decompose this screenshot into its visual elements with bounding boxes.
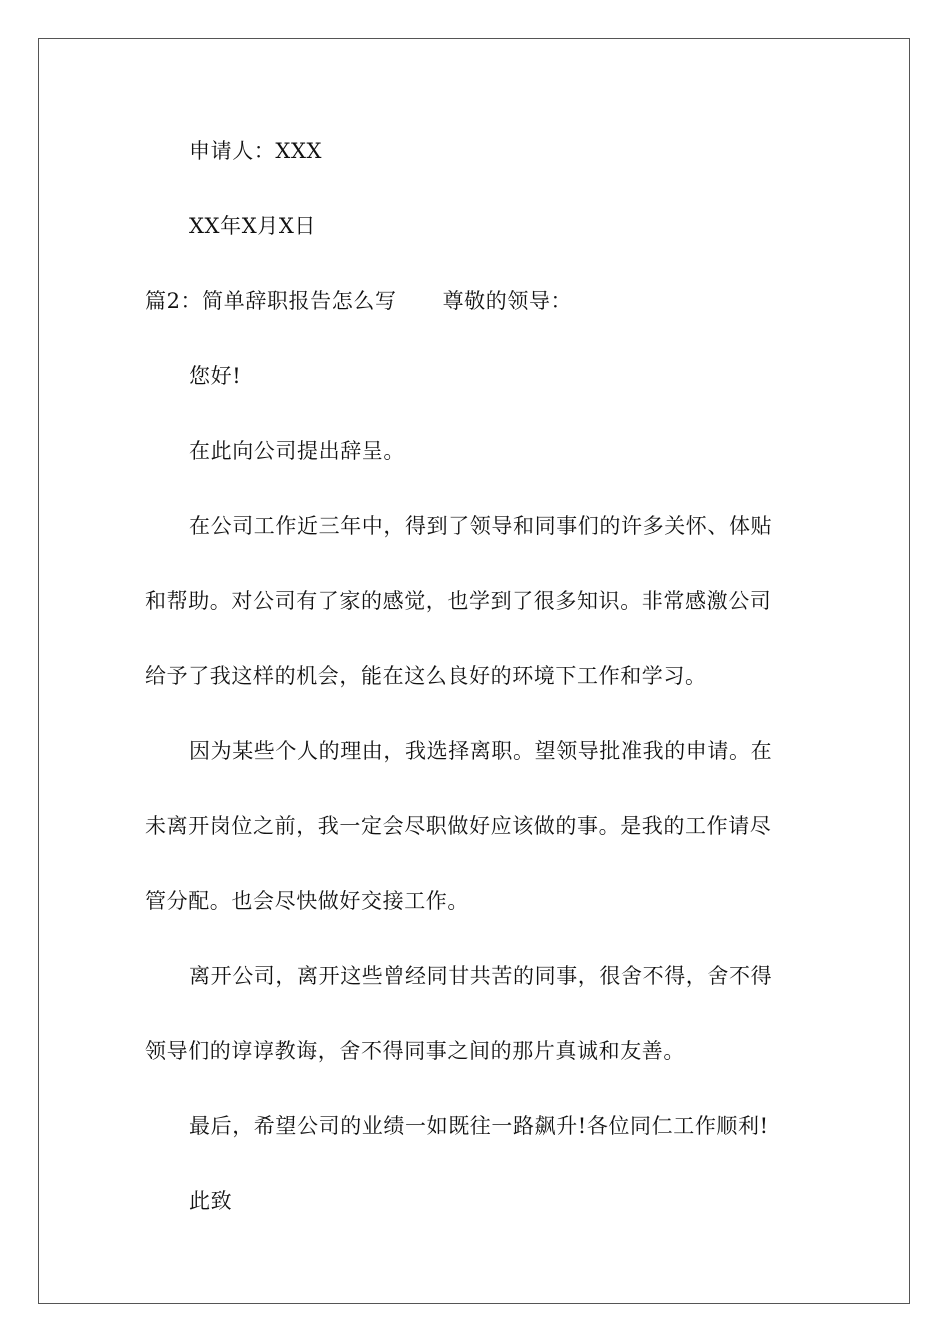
paragraph-line: 和帮助。对公司有了家的感觉，也学到了很多知识。非常感激公司 [145,589,772,613]
paragraph-line: 给予了我这样的机会，能在这么良好的环境下工作和学习。 [145,664,707,688]
closing-line: 此致 [189,1189,233,1213]
greeting: 您好! [189,364,242,388]
paragraph-line: 在公司工作近三年中，得到了领导和同事们的许多关怀、体贴 [189,514,773,538]
paragraph-line: 管分配。也会尽快做好交接工作。 [145,889,469,913]
paragraph-line: 未离开岗位之前，我一定会尽职做好应该做的事。是我的工作请尽 [145,814,772,838]
paragraph-line: 领导们的谆谆教诲，舍不得同事之间的那片真诚和友善。 [145,1039,685,1063]
paragraph-line: 离开公司，离开这些曾经同甘共苦的同事，很舍不得，舍不得 [189,964,773,988]
salutation: 尊敬的领导： [442,289,573,313]
paragraph-line: 最后，希望公司的业绩一如既往一路飙升!各位同仁工作顺利! [189,1114,769,1138]
date-line: XX年X月X日 [189,214,317,238]
section-title: 篇2：简单辞职报告怎么写 [145,289,397,313]
paragraph-line: 在此向公司提出辞呈。 [189,439,405,463]
applicant-line: 申请人：XXX [189,139,323,163]
paragraph-line: 因为某些个人的理由，我选择离职。望领导批准我的申请。在 [189,739,773,763]
section-heading-row [145,287,795,315]
